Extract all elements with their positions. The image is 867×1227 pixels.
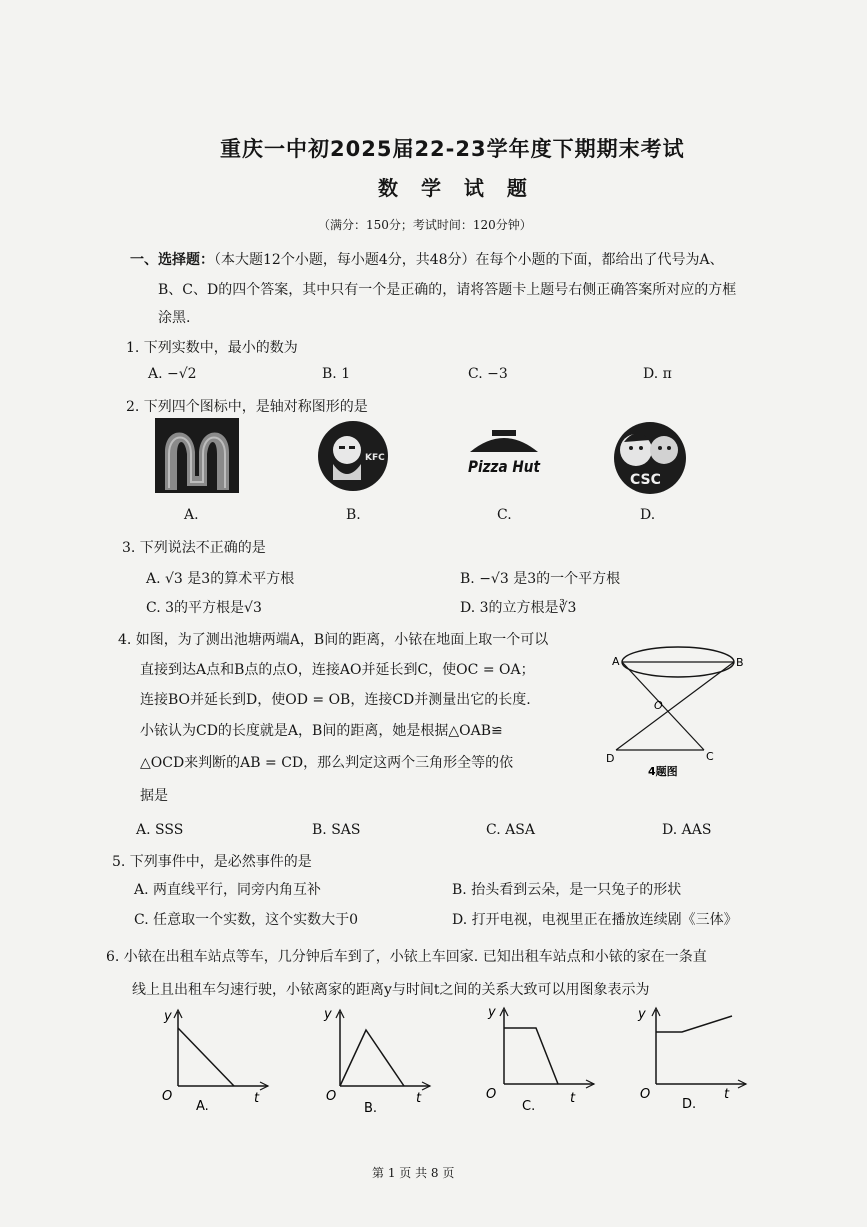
q4-label-b: B — [736, 656, 744, 669]
q5-option-b: B. 抬头看到云朵，是一只兔子的形状 — [452, 882, 682, 898]
q4-line1: 4. 如图，为了测出池塘两端A，B间的距离，小铱在地面上取一个可以 — [118, 632, 549, 648]
q6-b-axis-t: t — [416, 1091, 422, 1106]
q6-graph-c — [476, 1002, 600, 1114]
q4-label-c: C — [706, 750, 714, 763]
section-intro-line2: B、C、D的四个答案，其中只有一个是正确的，请将答题卡上题号右侧正确答案所对应的方框 — [158, 282, 737, 298]
section-intro-line1 — [130, 249, 724, 269]
q2-label-a: A. — [184, 507, 199, 523]
kfc-icon-text: KFC — [365, 453, 385, 463]
q1-option-a: A. −√2 — [148, 366, 197, 382]
q3-option-c: C. 3的平方根是√3 — [146, 600, 262, 616]
q4-figure — [600, 638, 748, 778]
section-heading: 一、选择题： — [130, 252, 214, 268]
q6-b-label: B. — [364, 1101, 378, 1116]
q6-d-axis-y: y — [638, 1007, 646, 1022]
q5-option-a: A. 两直线平行，同旁内角互补 — [134, 882, 322, 898]
exam-meta: （满分：150分；考试时间：120分钟） — [318, 218, 532, 232]
q5-option-c: C. 任意取一个实数，这个实数大于0 — [134, 912, 359, 928]
q6-d-origin: O — [640, 1087, 651, 1102]
pizza-hut-icon-text: Pizza Hut — [468, 457, 542, 476]
q1-option-c: C. −3 — [468, 366, 508, 382]
q6-graph-d — [628, 1002, 752, 1114]
q6-graph-b — [312, 1004, 436, 1116]
q2-stem: 2. 下列四个图标中，是轴对称图形的是 — [126, 399, 368, 415]
q3-option-b: B. −√3 是3的一个平方根 — [460, 571, 621, 587]
q4-label-o: O — [654, 699, 663, 712]
q1-stem: 1. 下列实数中，最小的数为 — [126, 340, 298, 356]
q6-d-axis-t: t — [724, 1087, 730, 1102]
q6-a-origin: O — [162, 1089, 173, 1104]
q3-option-a: A. √3 是3的算术平方根 — [146, 571, 295, 587]
q4-label-d: D — [606, 752, 615, 765]
section-intro-line3: 涂黑. — [158, 310, 191, 326]
q4-option-a: A. SSS — [136, 822, 184, 838]
q4-option-c: C. ASA — [486, 822, 535, 838]
q6-graph-a — [150, 1004, 274, 1116]
q6-c-axis-y: y — [488, 1005, 496, 1020]
q4-line5: △OCD来判断的AB = CD，那么判定这两个三角形全等的依 — [140, 755, 514, 771]
section-intro-text: （本大题12个小题，每小题4分，共48分）在每个小题的下面，都给出了代号为A、 — [214, 252, 724, 268]
q2-label-d: D. — [640, 507, 656, 523]
q4-option-b: B. SAS — [312, 822, 361, 838]
q6-line1: 6. 小铱在出租车站点等车，几分钟后车到了，小铱上车回家. 已知出租车站点和小铱的家在一条直 — [106, 949, 707, 965]
q2-label-c: C. — [497, 507, 512, 523]
q4-line6: 据是 — [140, 788, 168, 804]
q1-option-b: B. 1 — [322, 366, 351, 382]
pizza-hut-logo-icon — [462, 422, 546, 490]
q6-c-origin: O — [486, 1087, 497, 1102]
page-footer: 第 1 页 共 8 页 — [372, 1166, 455, 1180]
csc-icon-text: CSC — [630, 472, 661, 488]
q5-option-d: D. 打开电视，电视里正在播放连续剧《三体》 — [452, 912, 738, 928]
q4-line2: 直接到达A点和B点的点O，连接AO并延长到C，使OC = OA； — [140, 662, 535, 678]
q3-stem: 3. 下列说法不正确的是 — [122, 540, 266, 556]
q4-label-a: A — [612, 655, 620, 668]
q1-option-d: D. π — [643, 366, 672, 382]
q4-option-d: D. AAS — [662, 822, 712, 838]
q6-b-axis-y: y — [324, 1007, 332, 1022]
q4-line3: 连接BO并延长到D，使OD = OB，连接CD并测量出它的长度. — [140, 692, 531, 708]
q3-option-d: D. 3的立方根是∛3 — [460, 600, 577, 616]
q2-label-b: B. — [346, 507, 361, 523]
exam-subtitle: 数 学 试 题 — [378, 176, 535, 200]
q4-line4: 小铱认为CD的长度就是A，B间的距离，她是根据△OAB≌ — [140, 723, 503, 739]
q6-b-origin: O — [326, 1089, 337, 1104]
kfc-logo-icon — [315, 420, 391, 492]
q6-a-axis-y: y — [164, 1009, 172, 1024]
q6-line2: 线上且出租车匀速行驶，小铱离家的距离y与时间t之间的关系大致可以用图象表示为 — [132, 982, 650, 998]
mcdonalds-logo-icon — [155, 418, 239, 493]
q4-figure-caption: 4题图 — [648, 765, 678, 778]
csc-logo-icon — [608, 420, 692, 496]
q6-a-axis-t: t — [254, 1091, 260, 1106]
q6-c-label: C. — [522, 1099, 536, 1114]
exam-title: 重庆一中初2025届22-23学年度下期期末考试 — [220, 137, 685, 161]
q5-stem: 5. 下列事件中，是必然事件的是 — [112, 854, 312, 870]
q6-d-label: D. — [682, 1097, 697, 1112]
q6-a-label: A. — [196, 1099, 209, 1114]
q6-c-axis-t: t — [570, 1091, 576, 1106]
